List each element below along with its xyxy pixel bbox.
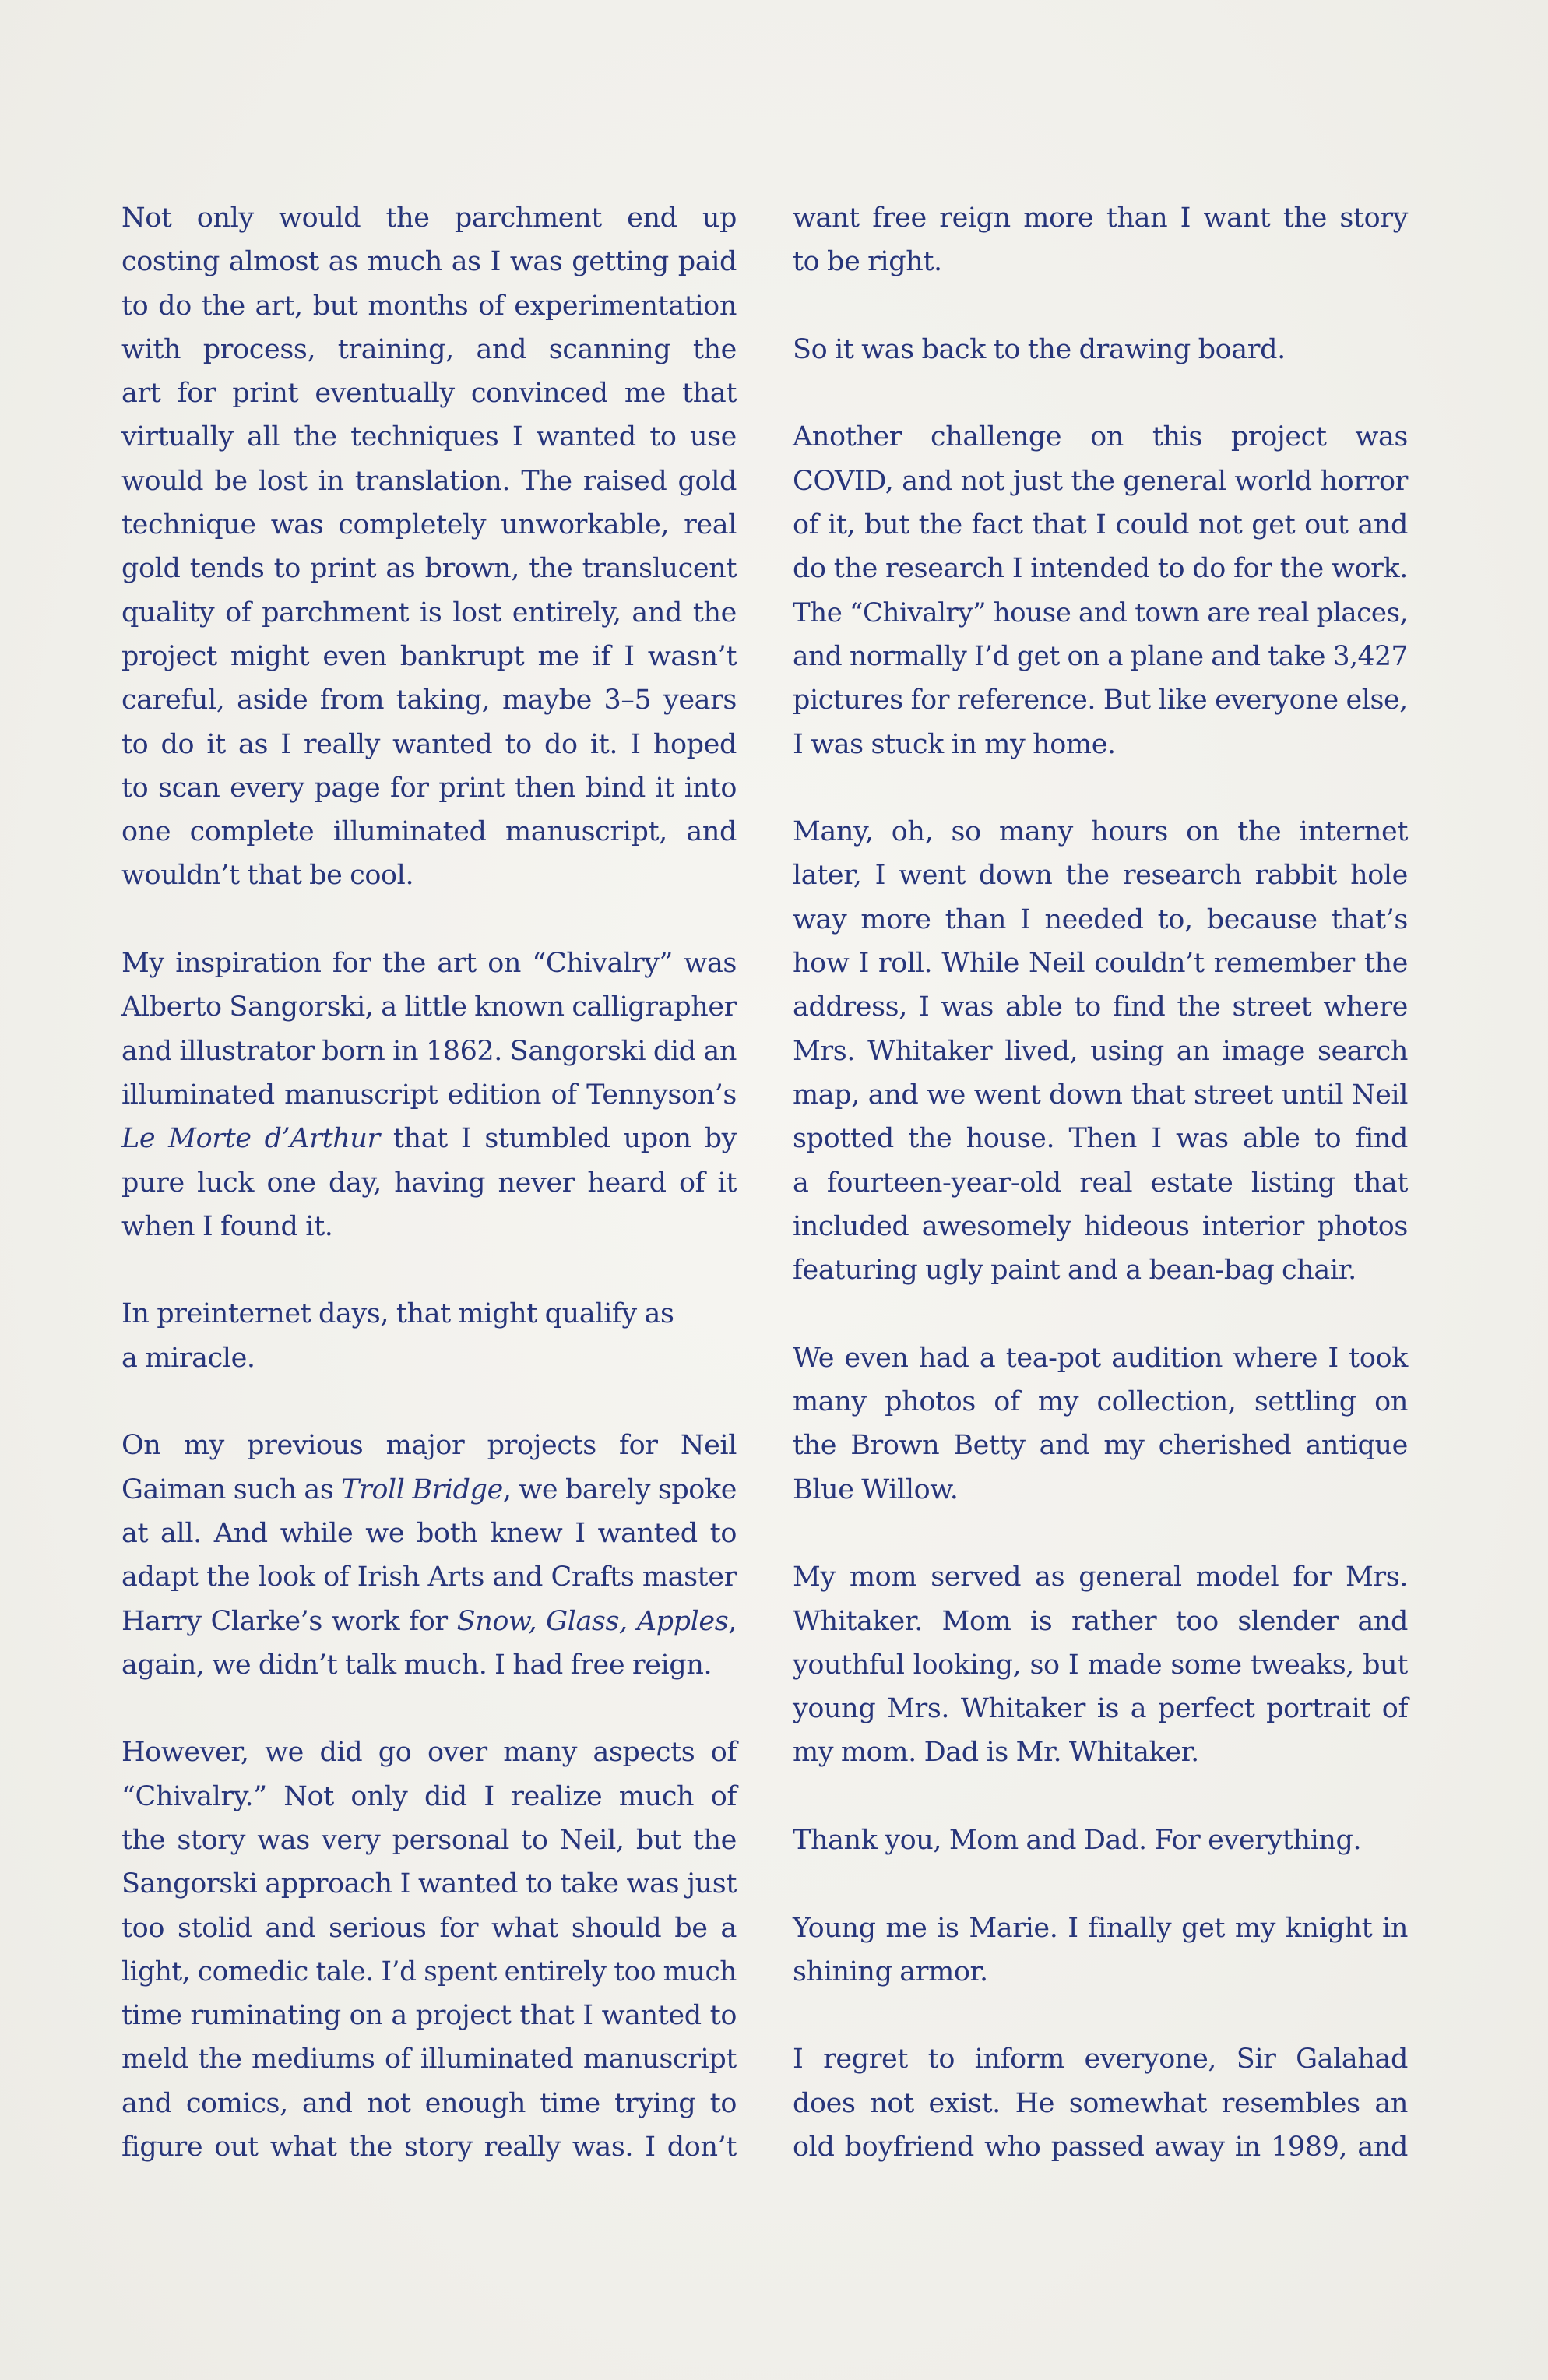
- text-line: would be lost in translation. The raised gold: [121, 465, 737, 497]
- text-line: I was stuck in my home.: [793, 728, 1116, 760]
- text-line: shining armor.: [793, 1956, 988, 1987]
- book-title: Troll Bridge: [341, 1473, 503, 1505]
- text-line: included awesomely hideous interior photos: [793, 1210, 1408, 1242]
- paragraph-free-reign: [793, 196, 1408, 284]
- text-line: costing almost as much as I was getting paid: [121, 246, 737, 278]
- text-line: map, and we went down that street until Neil: [793, 1079, 1408, 1111]
- text-line: featuring ugly paint and a bean-bag chair.: [793, 1255, 1356, 1287]
- text-line: On my previous major projects for Neil: [121, 1430, 737, 1462]
- text-line: to scan every page for print then bind it into: [121, 772, 737, 804]
- text-line: The “Chivalry” house and town are real places,: [793, 597, 1408, 628]
- text-line: wouldn’t that be cool.: [121, 860, 414, 892]
- text-line: My mom served as general model for Mrs.: [793, 1561, 1408, 1593]
- text-line: again, we didn’t talk much. I had free reign.: [121, 1649, 712, 1681]
- text-line: quality of parchment is lost entirely, and the: [121, 597, 737, 628]
- text-line: Many, oh, so many hours on the internet: [793, 816, 1408, 848]
- text-line: later, I went down the research rabbit hole: [793, 860, 1408, 892]
- text-line: does not exist. He somewhat resembles an: [793, 2087, 1408, 2119]
- paragraph-preinternet: [121, 1292, 737, 1380]
- text-line: when I found it.: [121, 1210, 333, 1242]
- text-line: and illustrator born in 1862. Sangorski did an: [121, 1035, 737, 1067]
- text-line: youthful looking, so I made some tweaks, but: [793, 1649, 1408, 1681]
- text-line: the story was very personal to Neil, but the: [121, 1824, 737, 1856]
- text-line: spotted the house. Then I was able to find: [793, 1123, 1408, 1155]
- book-title: Snow, Glass, Apples: [456, 1605, 729, 1637]
- text-line: way more than I needed to, because that’s: [793, 903, 1408, 935]
- paragraph-inspiration: [121, 942, 737, 1248]
- text-line: pictures for reference. But like everyone else,: [793, 685, 1408, 716]
- text-line: gold tends to print as brown, the translucent: [121, 553, 737, 585]
- text-fragment: Gaiman such as: [121, 1473, 342, 1505]
- text-line: light, comedic tale. I’d spent entirely too much: [121, 1956, 737, 1987]
- text-line: a miracle.: [121, 1342, 255, 1374]
- text-line: young Mrs. Whitaker is a perfect portrait of: [793, 1693, 1408, 1725]
- text-line: virtually all the techniques I wanted to use: [121, 421, 737, 453]
- text-line: However, we did go over many aspects of: [121, 1737, 737, 1769]
- text-line: technique was completely unworkable, real: [121, 509, 737, 541]
- text-line: So it was back to the drawing board.: [793, 333, 1286, 365]
- text-line: Not only would the parchment end up: [121, 202, 737, 234]
- paragraph-covid: [793, 415, 1408, 766]
- text-line: how I roll. While Neil couldn’t remember the: [793, 948, 1408, 980]
- text-line: to do it as I really wanted to do it. I hoped: [121, 728, 737, 760]
- paragraph-previous-projects: [121, 1424, 737, 1687]
- text-line: one complete illuminated manuscript, and: [121, 816, 737, 848]
- text-line: illuminated manuscript edition of Tennyson’s: [121, 1079, 737, 1111]
- text-line: to do the art, but months of experimentation: [121, 290, 737, 322]
- text-line: project might even bankrupt me if I wasn’t: [121, 640, 737, 672]
- text-line: Another challenge on this project was: [793, 421, 1408, 453]
- text-line: We even had a tea-pot audition where I took: [793, 1342, 1408, 1374]
- text-line: pure luck one day, having never heard of it: [121, 1167, 737, 1199]
- text-line: and normally I’d get on a plane and take 3,427: [793, 640, 1408, 672]
- text-line: COVID, and not just the general world horror: [793, 465, 1408, 497]
- text-line: My inspiration for the art on “Chivalry” was: [121, 948, 737, 980]
- left-column: [121, 196, 737, 2213]
- text-fragment: Harry Clarke’s work for: [121, 1605, 457, 1637]
- text-line: the Brown Betty and my cherished antique: [793, 1430, 1408, 1462]
- text-line: Alberto Sangorski, a little known calligrapher: [121, 991, 737, 1023]
- text-line: Mrs. Whitaker lived, using an image search: [793, 1035, 1408, 1067]
- paragraph-tea-pot: [793, 1336, 1408, 1512]
- text-line: to be right.: [793, 246, 942, 278]
- text-line: do the research I intended to do for the work.: [793, 553, 1408, 585]
- text-line: figure out what the story really was. I don’t: [121, 2132, 737, 2163]
- paragraph-aspects: [121, 1730, 737, 2169]
- text-line: Young me is Marie. I finally get my knight in: [793, 1912, 1408, 1944]
- text-line: of it, but the fact that I could not get out and: [793, 509, 1408, 541]
- paragraph-galahad: [793, 2037, 1408, 2169]
- book-title: Le Morte d’Arthur: [121, 1123, 380, 1155]
- text-line: In preinternet days, that might qualify as: [121, 1298, 674, 1330]
- paragraph-mom-model: [793, 1555, 1408, 1774]
- text-line: “Chivalry.” Not only did I realize much of: [121, 1780, 737, 1812]
- text-line: want free reign more than I want the story: [793, 202, 1408, 234]
- text-line: a fourteen-year-old real estate listing that: [793, 1167, 1408, 1199]
- text-line: address, I was able to find the street where: [793, 991, 1408, 1023]
- text-line: too stolid and serious for what should be a: [121, 1912, 737, 1944]
- text-line: and comics, and not enough time trying to: [121, 2087, 737, 2119]
- text-line: [121, 1117, 737, 1160]
- paragraph-research: [793, 810, 1408, 1292]
- text-line: I regret to inform everyone, Sir Galahad: [793, 2044, 1408, 2075]
- text-line: art for print eventually convinced me that: [121, 378, 737, 410]
- text-line: my mom. Dad is Mr. Whitaker.: [793, 1737, 1199, 1769]
- paragraph-young-me: [793, 1906, 1408, 1994]
- text-fragment: ,: [728, 1605, 737, 1637]
- text-line: many photos of my collection, settling on: [793, 1386, 1408, 1418]
- text-line: with process, training, and scanning the: [121, 333, 737, 365]
- text-line: Sangorski approach I wanted to take was just: [121, 1868, 737, 1900]
- text-line: [121, 1600, 737, 1643]
- text-line: adapt the look of Irish Arts and Crafts master: [121, 1561, 737, 1593]
- text-line: careful, aside from taking, maybe 3–5 years: [121, 685, 737, 716]
- text-fragment: , we barely spoke: [502, 1473, 737, 1505]
- text-line: Thank you, Mom and Dad. For everything.: [793, 1824, 1362, 1856]
- paragraph-thank-you: [793, 1818, 1408, 1862]
- right-column: [793, 196, 1408, 2213]
- text-line: Blue Willow.: [793, 1473, 959, 1505]
- paragraph-drawing-board: [793, 328, 1408, 371]
- text-line: time ruminating on a project that I wanted to: [121, 2000, 737, 2032]
- text-line: at all. And while we both knew I wanted to: [121, 1517, 737, 1549]
- text-line: meld the mediums of illuminated manuscript: [121, 2044, 737, 2075]
- paragraph-parchment: [121, 196, 737, 898]
- text-line: Whitaker. Mom is rather too slender and: [793, 1605, 1408, 1637]
- text-line: [121, 1468, 737, 1512]
- text-fragment: that I stumbled upon by: [379, 1123, 737, 1155]
- text-line: old boyfriend who passed away in 1989, and: [793, 2132, 1408, 2163]
